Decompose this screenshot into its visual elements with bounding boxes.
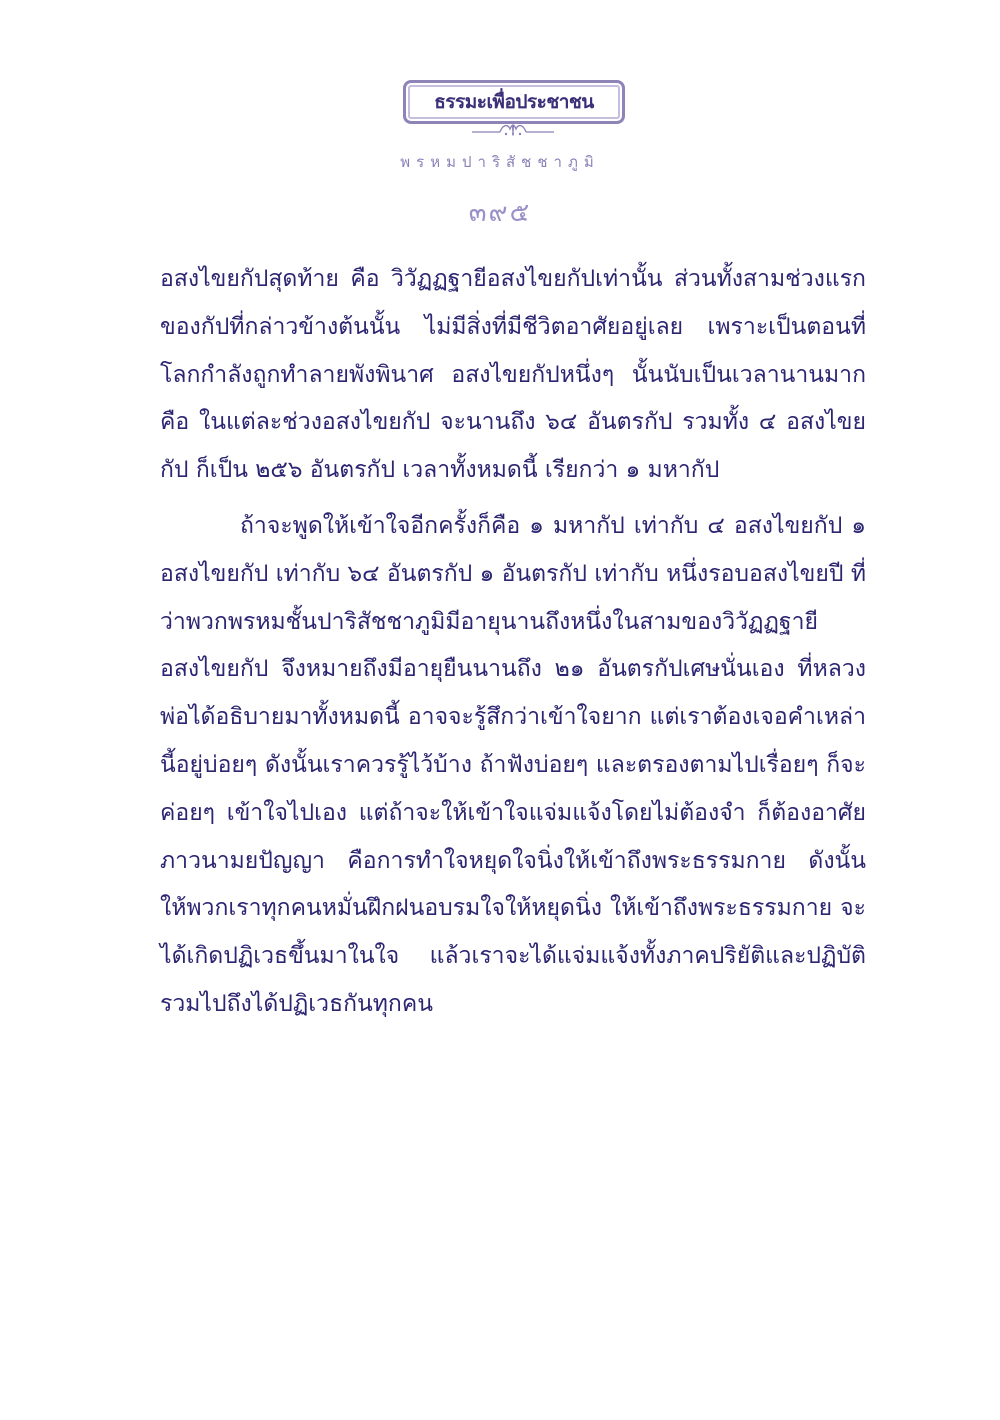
paragraph: อสงไขยกัปสุดท้าย คือ วิวัฏฏฐายีอสงไขยกัปเท่านั้น ส่วนทั้งสามช่วงแรกของกัปที่กล่าวข้างต้นนั้น ไม่มีสิ่งที่มีชีวิตอาศัยอยู่เลย เพราะเป็นตอนที่โลกกำลังถูกทำลายพังพินาศ อสงไขยกัปหนึ่งๆ นั้นนับเป็นเวลานานมาก คือ ในแต่ละช่วงอสงไขยกัป จะนานถึง ๖๔ อันตรกัป รวมทั้ง ๔ อสงไขยกัป ก็เป็น ๒๕๖ อันตรกัป เวลาทั้งหมดนี้ เรียกว่า ๑ มหากัป [160, 266, 866, 484]
page-header [0, 0, 1000, 240]
body-text [160, 256, 866, 1029]
series-logo [403, 80, 625, 124]
paragraph: ถ้าจะพูดให้เข้าใจอีกครั้งก็คือ ๑ มหากัป เท่ากับ ๔ อสงไขยกัป ๑ อสงไขยกัป เท่ากับ ๖๔ อันตรกัป ๑ อันตรกัป เท่ากับ หนึ่งรอบอสงไขยปี ที่ว่าพวกพรหมชั้นปาริสัชชาภูมิมีอายุนานถึงหนึ่งในสามของวิวัฏฏฐายีอสงไขยกัป จึงหมายถึงมีอายุยืนนานถึง ๒๑ อันตรกัปเศษนั่นเอง ที่หลวงพ่อได้อธิบายมาทั้งหมดนี้ อาจจะรู้สึกว่าเข้าใจยาก แต่เราต้องเจอคำเหล่านี้อยู่บ่อยๆ ดังนั้นเราควรรู้ไว้บ้าง ถ้าฟังบ่อยๆ และตรองตามไปเรื่อยๆ ก็จะค่อยๆ เข้าใจไปเอง แต่ถ้าจะให้เข้าใจแจ่มแจ้งโดยไม่ต้องจำ ก็ต้องอาศัยภาวนามยปัญญา คือการทำใจหยุดใจนิ่งให้เข้าถึงพระธรรมกาย ดังนั้น ให้พวกเราทุกคนหมั่นฝึกฝนอบรมใจให้หยุดนิ่ง ให้เข้าถึงพระธรรมกาย จะได้เกิดปฏิเวธขึ้นมาในใจ แล้วเราจะได้แจ่มแจ้งทั้งภาคปริยัติและปฏิบัติรวมไปถึงได้ปฏิเวธกันทุกคน [160, 512, 866, 1017]
ornament-icon [470, 120, 556, 140]
series-logo-text: ธรรมะเพื่อประชาชน [434, 91, 594, 113]
section-title: พรหมปาริสัชชาภูมิ [400, 153, 600, 171]
page-number: ๓๙๕ [468, 198, 532, 228]
